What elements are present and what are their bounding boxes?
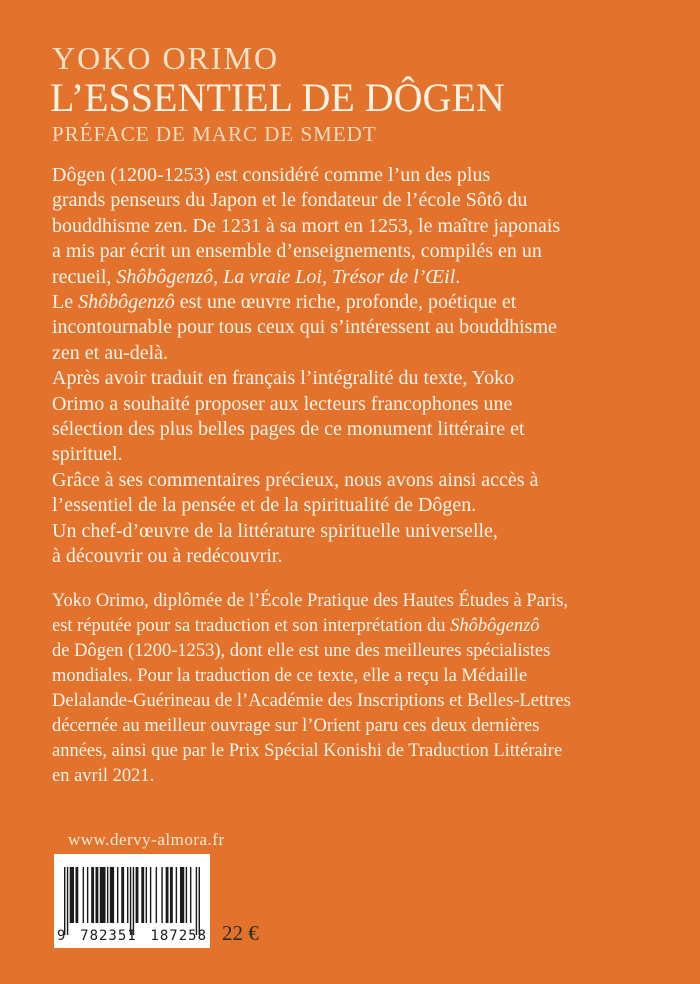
price-label: 22 € [222,921,259,945]
author-bio-text: Yoko Orimo, diplômée de l’École Pratique des Hautes Études à Paris, est réputée pour sa traduction et son interprétation du Shôbôgenzô de Dôgen (1200-1253), dont elle est une des meilleures spécialistes mondiales. Pour la traduction de ce texte, elle a reçu la Médaille Delalande-Guérineau de l’Académie des Inscriptions et Belles-Lettres décernée au meilleur ouvrage sur l’Orient paru ces deux dernières années, ainsi que par le Prix Spécial Konishi de Traduction Littéraire en avril 2021. [52,591,571,786]
author-name: YOKO ORIMO [52,40,280,76]
isbn-digits [54,929,210,943]
publisher-website: www.dervy-almora.fr [68,830,225,849]
isbn-digit-group: 187258 [150,928,207,944]
barcode-block [54,854,210,948]
book-title: L’ESSENTIEL DE DÔGEN [50,75,505,120]
ean13-barcode [64,867,200,937]
isbn-digit-group: 9 [57,928,67,944]
preface-credit: PRÉFACE DE MARC DE SMEDT [52,122,377,146]
isbn-digit-group: 782351 [80,928,137,944]
synopsis-text: Dôgen (1200-1253) est considéré comme l’un des plus grands penseurs du Japon et le fondateur de l’école Sôtô du bouddhisme zen. De 1231 à sa mort en 1253, le maître japonais a mis par écrit un ensemble d’enseignements, compilés en un recueil, Shôbôgenzô, La vraie Loi, Trésor de l’Œil. Le Shôbôgenzô est une œuvre riche, profonde, poétique et incontournable pour tous ceux qui s’intéressent au bouddhisme zen et au-delà. Après avoir traduit en français l’intégralité du texte, Yoko Orimo a souhaité proposer aux lecteurs francophones une sélection des plus belles pages de ce monument littéraire et spirituel. Grâce à ses commentaires précieux, nous avons ainsi accès à l’essentiel de la pensée et de la spiritualité de Dôgen. Un chef-d’œuvre de la littérature spirituelle universelle, à découvrir ou à redécouvrir. [52,164,561,568]
